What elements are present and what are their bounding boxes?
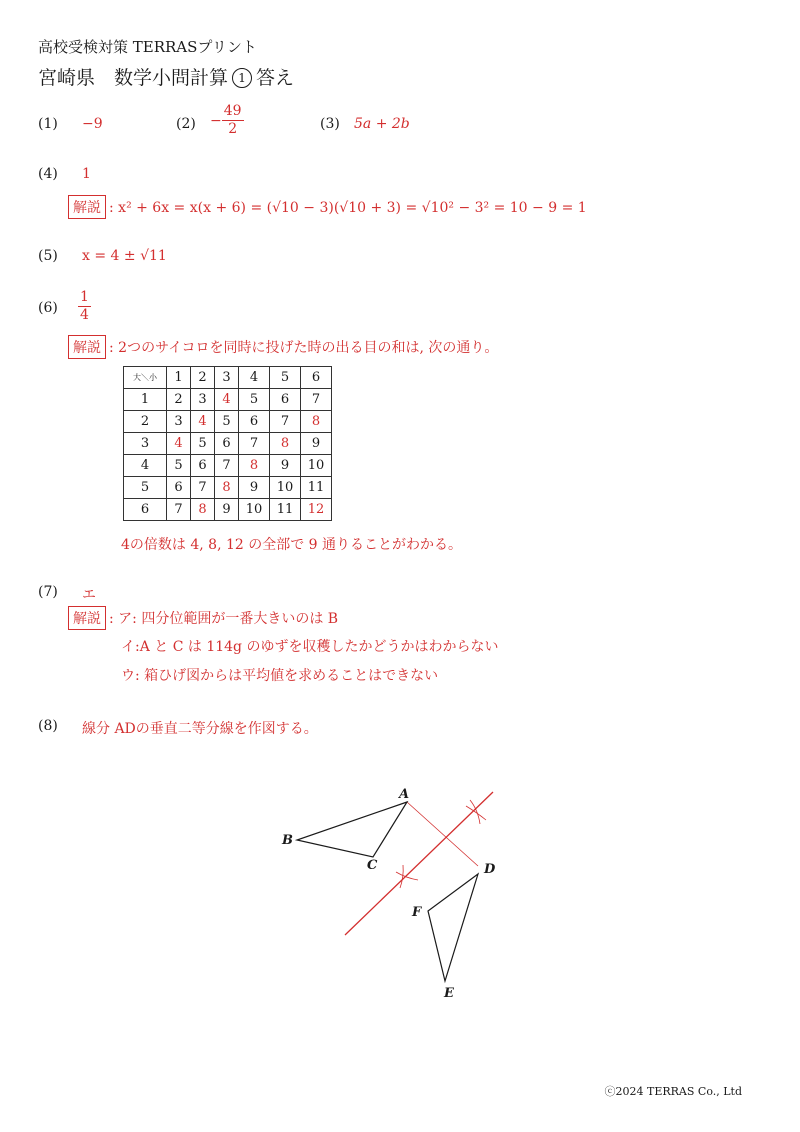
q4-label: (4): [38, 166, 58, 182]
table-cell: 5: [239, 389, 270, 411]
q4-formula: : x² + 6x = x(x + 6) = (√10 − 3)(√10 + 3) = √10² − 3² = 10 − 9 = 1: [109, 200, 587, 216]
table-cell: 4: [191, 411, 215, 433]
q7-line: ウ: 箱ひげ図からは平均値を求めることはできない: [121, 668, 439, 684]
q8-answer: 線分 ADの垂直二等分線を作図する。: [82, 721, 318, 737]
q4-kaisetsu-box: 解説: [68, 195, 106, 219]
table-row: [124, 499, 332, 521]
q3-answer: 5a + 2b: [354, 116, 410, 132]
table-cell: 7: [239, 433, 270, 455]
table-row: [124, 389, 332, 411]
document-header: 高校受検対策 TERRASプリント: [38, 38, 257, 56]
point-label-b: B: [282, 833, 293, 848]
q6-explanation-text: : 2つのサイコロを同時に投げた時の出る目の和は, 次の通り。: [109, 340, 499, 356]
table-cell: 7: [301, 389, 332, 411]
table-cell: 8: [215, 477, 239, 499]
arc-mark: [400, 865, 403, 888]
q7-kaisetsu-box: 解説: [68, 606, 106, 630]
table-cell: 6: [167, 477, 191, 499]
title-suffix: 答え: [256, 67, 295, 89]
triangle-def: [428, 874, 478, 981]
point-label-d: D: [484, 862, 496, 877]
table-cell: 12: [301, 499, 332, 521]
table-cell: 3: [167, 411, 191, 433]
triangle-abc: [297, 802, 407, 857]
q2-denominator: 2: [228, 121, 238, 138]
copyright-footer: ⓒ2024 TERRAS Co., Ltd: [604, 1085, 742, 1098]
table-cell: 10: [301, 455, 332, 477]
q7-line: : ア: 四分位範囲が一番大きいのは B: [109, 611, 339, 627]
q6-kaisetsu-box: 解説: [68, 335, 106, 359]
point-label-a: A: [399, 787, 410, 802]
q6-conclusion: 4の倍数は 4, 8, 12 の全部で 9 通りることがわかる。: [121, 537, 463, 553]
q7-explanation: [68, 606, 338, 630]
q2-sign: −: [210, 112, 222, 129]
table-cell: 11: [270, 499, 301, 521]
table-col-header: 3: [215, 367, 239, 389]
q2-numerator: 49: [222, 104, 244, 121]
segment-ad: [407, 802, 478, 866]
table-row: [124, 411, 332, 433]
table-header-row: [124, 367, 332, 389]
q7-line: イ:A と C は 114g のゆずを収穫したかどうかはわからない: [121, 639, 499, 655]
table-cell: 5: [215, 411, 239, 433]
q3-label: (3): [320, 116, 340, 132]
table-col-header: 2: [191, 367, 215, 389]
table-cell: 3: [191, 389, 215, 411]
q5-answer: x = 4 ± √11: [82, 248, 167, 264]
table-row-header: 1: [124, 389, 167, 411]
table-cell: 7: [191, 477, 215, 499]
q7-label: (7): [38, 584, 58, 600]
table-corner: 大＼小: [124, 367, 167, 389]
table-cell: 4: [215, 389, 239, 411]
q8-label: (8): [38, 718, 58, 734]
construction-figure: [270, 775, 510, 1005]
point-label-f: F: [412, 905, 422, 920]
title-text: 宮崎県 数学小問計算: [38, 67, 229, 89]
table-cell: 2: [167, 389, 191, 411]
point-label-e: E: [444, 986, 454, 1001]
circled-number: 1: [232, 68, 252, 88]
q4-explanation: [68, 195, 587, 219]
table-row: [124, 455, 332, 477]
q6-answer: [78, 290, 91, 324]
table-cell: 6: [215, 433, 239, 455]
q7-answer: エ: [82, 587, 96, 603]
table-col-header: 4: [239, 367, 270, 389]
table-row-header: 3: [124, 433, 167, 455]
document-title: [38, 63, 294, 90]
table-row-header: 6: [124, 499, 167, 521]
table-row: [124, 433, 332, 455]
table-cell: 4: [167, 433, 191, 455]
table-cell: 6: [270, 389, 301, 411]
arc-mark: [396, 872, 418, 880]
table-row-header: 5: [124, 477, 167, 499]
table-cell: 10: [270, 477, 301, 499]
table-cell: 8: [301, 411, 332, 433]
table-cell: 6: [191, 455, 215, 477]
q6-explanation: [68, 335, 498, 359]
q1-answer: −9: [82, 116, 103, 132]
table-cell: 6: [239, 411, 270, 433]
table-col-header: 1: [167, 367, 191, 389]
table-row-header: 4: [124, 455, 167, 477]
table-cell: 11: [301, 477, 332, 499]
q6-fraction: [78, 290, 91, 324]
table-cell: 8: [239, 455, 270, 477]
table-cell: 5: [191, 433, 215, 455]
table-cell: 9: [239, 477, 270, 499]
table-cell: 9: [270, 455, 301, 477]
table-col-header: 5: [270, 367, 301, 389]
dice-sum-table: [123, 366, 332, 521]
table-cell: 9: [215, 499, 239, 521]
table-cell: 10: [239, 499, 270, 521]
q2-label: (2): [176, 116, 196, 132]
q2-answer: [210, 104, 244, 138]
q4-answer: 1: [82, 166, 91, 182]
table-row-header: 2: [124, 411, 167, 433]
q6-denominator: 4: [80, 307, 89, 324]
q6-numerator: 1: [78, 290, 91, 307]
table-col-header: 6: [301, 367, 332, 389]
q2-fraction: [222, 104, 244, 138]
q1-label: (1): [38, 116, 58, 132]
point-label-c: C: [367, 858, 378, 873]
table-cell: 7: [215, 455, 239, 477]
q6-label: (6): [38, 300, 58, 316]
table-cell: 5: [167, 455, 191, 477]
table-cell: 8: [191, 499, 215, 521]
table-row: [124, 477, 332, 499]
table-cell: 7: [167, 499, 191, 521]
table-cell: 8: [270, 433, 301, 455]
table-cell: 9: [301, 433, 332, 455]
table-cell: 7: [270, 411, 301, 433]
q5-label: (5): [38, 248, 58, 264]
